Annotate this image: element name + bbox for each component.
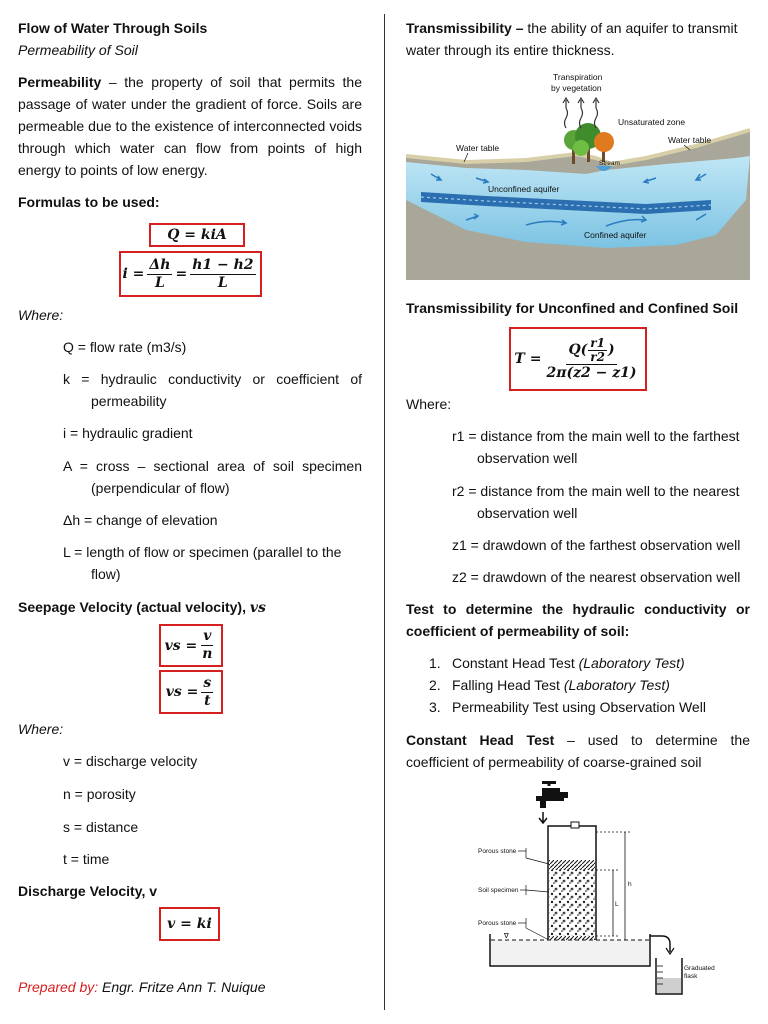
test-item	[406, 696, 750, 718]
formula-i-num1: Δh	[149, 256, 171, 273]
formula-t-frac	[544, 337, 638, 382]
permeability-paragraph	[18, 71, 362, 181]
formula-t-ratio	[588, 337, 607, 364]
constant-head-apparatus	[470, 780, 715, 998]
formula-i-frac1	[147, 257, 172, 292]
label-leaders	[518, 848, 549, 940]
test-item-note: (Laboratory Test)	[563, 677, 670, 693]
formula-t-num	[566, 337, 616, 365]
transmissibility-definition: the ability of an aquifer to transmit water through its entire thickness.	[406, 20, 738, 58]
test-item-name: Constant Head Test	[452, 655, 579, 671]
test-item	[406, 674, 750, 696]
def-k: k = hydraulic conductivity or coefficient of permeability	[63, 371, 362, 409]
permeability-term: Permeability	[18, 74, 102, 90]
formula-vs2-den: t	[204, 692, 211, 709]
formula-q: Q = kiA	[167, 227, 227, 243]
prepared-by	[18, 976, 362, 998]
constant-head-paragraph	[406, 729, 750, 773]
where-label-2: Where:	[18, 721, 64, 737]
test-item-number: 3.	[429, 699, 441, 715]
permeability-definition: – the property of soil that permits the passage of water under the gradient of force. Soils are permeable due to the existence of interconnected voids through which water can flow from points of high energy to points of low energy.	[18, 74, 362, 178]
aquifer-diagram	[406, 70, 750, 280]
transmissibility-term: Transmissibility –	[406, 20, 524, 36]
test-item-note: (Laboratory Test)	[578, 655, 685, 671]
def-z2: z2 = drawdown of the nearest observation well	[452, 569, 741, 585]
formula-v: v = ki	[167, 916, 212, 932]
formula-vs1-box	[159, 624, 223, 667]
porous-stone-top	[549, 860, 595, 870]
formula-vs2-lhs: vs =	[165, 684, 199, 700]
formula-vs1-lhs: vs =	[164, 637, 198, 654]
formula-i-den2: L	[217, 274, 228, 291]
svg-text:∇: ∇	[504, 933, 509, 940]
seepage-heading-text: Seepage Velocity (actual velocity),	[18, 599, 250, 615]
test-item-name: Permeability Test using Observation Well	[452, 699, 706, 715]
formula-q-box	[149, 223, 245, 247]
constant-head-definition: – used to determine the coefficient of permeability of coarse-grained soil	[406, 732, 750, 770]
formula-vs2-box	[159, 670, 223, 714]
where-label-right: Where:	[406, 396, 452, 412]
prepared-label: Prepared by:	[18, 979, 99, 995]
column-divider	[384, 14, 385, 1010]
formula-t-q: Q(	[568, 341, 588, 358]
label-unsaturated-zone: Unsaturated zone	[618, 117, 686, 127]
formulas-heading: Formulas to be used:	[18, 194, 160, 210]
seepage-heading	[18, 596, 362, 619]
def-r1: r1 = distance from the main well to the farthest observation well	[452, 428, 740, 466]
def-r2: r2 = distance from the main well to the nearest observation well	[452, 483, 740, 521]
label-soil-specimen: Soil specimen	[478, 887, 519, 894]
label-h: h	[628, 881, 632, 888]
def-q: Q = flow rate (m3/s)	[63, 339, 187, 355]
formula-i-den1: L	[155, 274, 165, 291]
def-z1: z1 = drawdown of the farthest observation well	[452, 537, 741, 553]
def-i: i = hydraulic gradient	[63, 425, 193, 441]
where-label-1: Where:	[18, 307, 64, 323]
def-t: t = time	[63, 851, 110, 867]
transpiration-arrows	[563, 98, 599, 128]
seepage-symbol: vs	[249, 600, 266, 616]
def-dh: Δh = change of elevation	[63, 512, 218, 528]
page-subtitle: Permeability of Soil	[18, 42, 138, 58]
def-n: n = porosity	[63, 786, 136, 802]
def-s: s = distance	[63, 819, 139, 835]
label-transpiration-2: by vegetation	[551, 83, 602, 93]
test-item-name: Falling Head Test	[452, 677, 564, 693]
formula-i-num2: h1 − h2	[192, 256, 254, 273]
formula-t-r2: r2	[590, 349, 605, 364]
formula-t-lhs: T =	[514, 351, 542, 367]
test-item-number: 2.	[429, 677, 441, 693]
def-l: L = length of flow or specimen (parallel to the flow)	[63, 544, 342, 582]
label-porous-stone-bottom: Porous stone	[478, 920, 517, 927]
test-item	[406, 652, 750, 674]
formula-i-lhs: i =	[122, 266, 145, 282]
label-stream: Stream	[599, 160, 620, 167]
label-flask-2: flask	[684, 973, 698, 980]
formula-i-box	[119, 251, 262, 297]
faucet-icon	[536, 781, 568, 808]
transmissibility-paragraph	[406, 17, 750, 61]
constant-head-term: Constant Head Test	[406, 732, 555, 748]
label-water-table-left: Water table	[456, 143, 500, 153]
formula-vs2-num: s	[203, 674, 212, 691]
formula-t-close: )	[607, 341, 615, 358]
test-list	[406, 652, 750, 718]
graduated-flask	[656, 958, 682, 994]
soil-specimen	[549, 870, 595, 936]
formula-t-r1: r1	[590, 335, 605, 350]
formula-vs1-den: n	[202, 646, 213, 662]
formula-vs2-frac	[201, 675, 213, 710]
formula-t-box	[509, 327, 647, 391]
label-L: L	[615, 901, 619, 908]
discharge-heading: Discharge Velocity, v	[18, 883, 158, 899]
page-title: Flow of Water Through Soils	[18, 20, 208, 36]
formula-vs1-num: v	[203, 628, 212, 644]
test-heading: Test to determine the hydraulic conductivity or coefficient of permeability of soil:	[406, 601, 750, 639]
label-flask-1: Graduated	[684, 965, 715, 972]
prepared-name: Engr. Fritze Ann T. Nuique	[98, 979, 266, 995]
test-item-number: 1.	[429, 655, 441, 671]
formula-t-den: 2π(z2 − z1)	[546, 364, 637, 381]
dimension-lines	[596, 832, 630, 940]
label-transpiration-1: Transpiration	[553, 72, 603, 82]
label-unconfined: Unconfined aquifer	[488, 184, 560, 194]
def-a: A = cross – sectional area of soil specimen (perpendicular of flow)	[63, 458, 362, 496]
label-water-table-right: Water table	[668, 135, 712, 145]
def-v: v = discharge velocity	[63, 753, 198, 769]
label-porous-stone-top: Porous stone	[478, 848, 517, 855]
formula-i-frac2	[190, 257, 255, 292]
transmissibility-heading: Transmissibility for Unconfined and Confined Soil	[406, 300, 739, 316]
formula-v-box	[159, 907, 220, 941]
label-confined: Confined aquifer	[584, 230, 647, 240]
formula-vs1-frac	[200, 628, 214, 663]
formula-i-eq: =	[175, 266, 188, 282]
